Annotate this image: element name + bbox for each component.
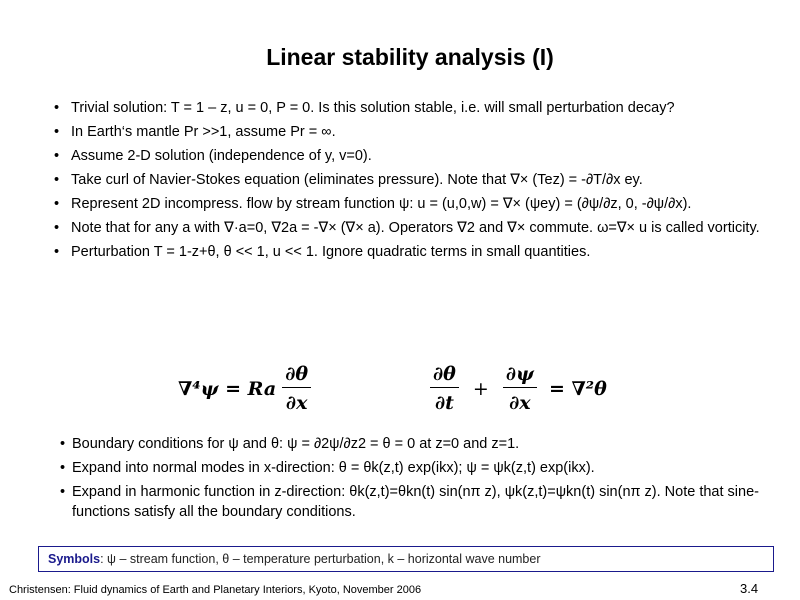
- bullet-list: [54, 98, 774, 266]
- bullet-item: • Trivial solution: T = 1 – z, u = 0, P = 0. Is this solution stable, i.e. will small perturbation decay?: [54, 98, 774, 118]
- symbols-box: [38, 546, 774, 572]
- bullet-item: • In Earth‘s mantle Pr >>1, assume Pr = ∞.: [54, 122, 774, 142]
- slide-title: Linear stability analysis (I): [266, 44, 554, 70]
- fraction: [430, 363, 459, 414]
- fraction: [282, 363, 311, 414]
- bullet-item: • Expand into normal modes in x-direction: θ = θk(z,t) exp(ikx); ψ = ψk(z,t) exp(ikx).: [60, 458, 790, 478]
- fraction: [503, 363, 537, 414]
- bullet-item: • Assume 2-D solution (independence of y, v=0).: [54, 146, 774, 166]
- bullet-item: • Represent 2D incompress. flow by stream function ψ: u = (u,0,w) = ∇× (ψey) = (∂ψ/∂z, 0, -∂ψ/∂x).: [54, 194, 774, 214]
- bullet-item: • Note that for any a with ∇·a=0, ∇2a = -∇× (∇× a). Operators ∇2 and ∇× commute. ω=∇× u is called vorticity.: [54, 218, 774, 238]
- bullet-item: • Expand in harmonic function in z-direction: θk(z,t)=θkn(t) sin(nπ z), ψk(z,t)=ψkn(t) sin(nπ z). Note that sine-functions satisfy all the boundary conditions.: [60, 482, 790, 522]
- bullet-item: • Perturbation T = 1-z+θ, θ << 1, u << 1. Ignore quadratic terms in small quantities.: [54, 242, 774, 262]
- fraction-denominator: ∂x: [509, 392, 531, 414]
- symbols-text: : ψ – stream function, θ – temperature perturbation, k – horizontal wave number: [100, 552, 541, 566]
- bullet-item: • Take curl of Navier-Stokes equation (eliminates pressure). Note that ∇× (Tez) = -∂T/∂x ey.: [54, 170, 774, 190]
- page-number: 3.4: [740, 581, 759, 596]
- equation-heat: [430, 363, 607, 414]
- fraction-numerator: ∂θ: [430, 363, 459, 388]
- fraction-numerator: ∂θ: [282, 363, 311, 388]
- equation-stream-function: [178, 363, 311, 414]
- fraction-denominator: ∂t: [434, 392, 454, 414]
- fraction-numerator: ∂ψ: [503, 363, 537, 388]
- bullet-list-2: [60, 434, 790, 526]
- footer-credit: Christensen: Fluid dynamics of Earth and Planetary Interiors, Kyoto, November 2006: [9, 584, 422, 596]
- equation-rhs: = ∇²θ: [548, 377, 607, 400]
- symbols-label: Symbols: [48, 552, 101, 566]
- equation-lhs: ∇⁴ψ = Ra: [178, 377, 277, 400]
- bullet-item: • Boundary conditions for ψ and θ: ψ = ∂2ψ/∂z2 = θ = 0 at z=0 and z=1.: [60, 434, 790, 454]
- plus-sign: +: [472, 377, 489, 400]
- fraction-denominator: ∂x: [285, 392, 308, 414]
